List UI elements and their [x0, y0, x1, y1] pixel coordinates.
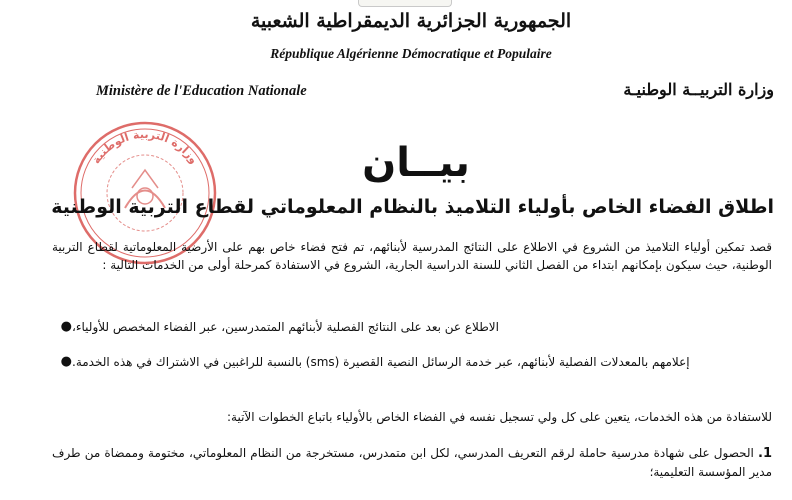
republic-name-french: République Algérienne Démocratique et Populaire: [270, 46, 552, 61]
list-item: [52, 353, 772, 371]
step-number: 1.: [757, 446, 772, 461]
bullet-text: الاطلاع عن بعد على النتائج الفصلية لأبنائهم المتمدرسين، عبر الفضاء المخصص للأولياء،: [72, 320, 499, 334]
ministry-name-french: Ministère de l'Education Nationale: [96, 83, 307, 99]
instructions-lead: للاستفادة من هذه الخدمات، يتعين على كل ولي تسجيل نفسه في الفضاء الخاص بالأولياء باتباع الخطوات الآتية:: [226, 410, 772, 424]
national-emblem-icon: [358, 0, 452, 7]
ministry-name-arabic: وزارة التربيــة الوطنيـة: [623, 80, 774, 99]
list-item: [52, 318, 772, 336]
bullet-icon: ●: [60, 319, 72, 334]
bullet-text: إعلامهم بالمعدلات الفصلية لأبنائهم، عبر خدمة الرسائل النصية القصيرة (sms) بالنسبة للراغبين في الاشتراك في هذه الخدمة.: [72, 355, 690, 369]
republic-name-arabic: الجمهورية الجزائرية الديمقراطية الشعبية: [250, 10, 572, 32]
step-1: [52, 444, 772, 481]
document-subtitle: اطلاق الفضاء الخاص بأولياء التلاميذ بالنظام المعلوماتي لقطاع التربية الوطنية: [51, 196, 774, 218]
intro-paragraph: قصد تمكين أولياء التلاميذ من الشروع في الاطلاع على النتائج المدرسية لأبنائهم، تم فتح فضاء خاص بهم على الأرضية المعلوماتية لقطاع التربية الوطنية، حيث سيكون بإمكانهم ابتداء من الفصل الثاني للسنة الدراسية الجارية، الشروع في الاستفادة كمرحلة أولى من الخدمات التالية :: [52, 240, 772, 272]
bullet-icon: ●: [60, 354, 72, 369]
svg-text:وزارة التربية الوطنية: وزارة التربية الوطنية: [89, 127, 201, 167]
step-text: الحصول على شهادة مدرسية حاملة لرقم التعريف المدرسي، لكل ابن متمدرس، مستخرجة من النظام المعلوماتي، مختومة وممضاة من طرف مدير المؤسسة التعليمية؛: [52, 446, 772, 479]
document-title: بيــان: [362, 140, 470, 186]
